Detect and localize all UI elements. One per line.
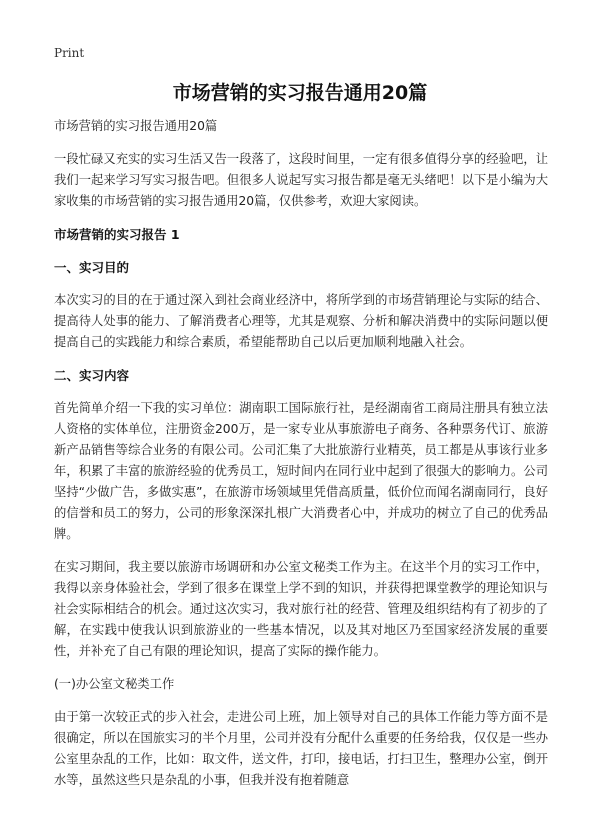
section-paragraph-office: 由于第一次较正式的步入社会，走进公司上班，加上领导对自己的具体工作能力等方面不是很确定，所以在国旅实习的半个月里，公司并没有分配什么重要的任务给我，仅仅是一些办公室里杂乱的工作，比如：取文件，送文件，打印，接电话，打扫卫生，整理办公室，倒开水等，虽然这些只是杂乱的小事，但我并没有抱着随意 <box>54 710 548 787</box>
article-subtitle: 市场营销的实习报告通用20篇 <box>54 119 218 133</box>
section-paragraph-purpose: 本次实习的目的在于通过深入到社会商业经济中，将所学到的市场营销理论与实际的结合、提高待人处事的能力、了解消费者心理等，尤其是观察、分析和解决消费中的实际问题以便提高自己的实践能力和综合素质，希望能帮助自己以后更加顺利地融入社会。 <box>54 293 548 349</box>
article-body <box>54 116 548 803</box>
section-heading-purpose: 一、实习目的 <box>54 260 130 275</box>
section-heading-content: 二、实习内容 <box>54 368 130 383</box>
page-title: 市场营销的实习报告通用20篇 <box>172 82 428 104</box>
print-link[interactable]: Print <box>54 46 85 60</box>
section-paragraph-internship: 在实习期间，我主要以旅游市场调研和办公室文秘类工作为主。在这半个月的实习工作中，我得以亲身体验社会，学到了很多在课堂上学不到的知识，并获得把课堂教学的理论知识与社会实际相结合的机会。通过这次实习，我对旅行社的经营、管理及组织结构有了初步的了解，在实践中使我认识到旅游业的一些基本情况，以及其对地区乃至国家经济发展的重要性，并补充了自己有限的理论知识，提高了实际的操作能力。 <box>54 560 548 658</box>
subsection-heading-office: (一)办公室文秘类工作 <box>54 677 175 691</box>
report-heading: 市场营销的实习报告 1 <box>54 227 180 242</box>
section-paragraph-company: 首先简单介绍一下我的实习单位：湖南职工国际旅行社，是经湖南省工商局注册具有独立法人资格的实体单位，注册资金200万，是一家专业从事旅游电子商务、各种票务代订、旅游新产品销售等综合业务的有限公司。公司汇集了大批旅游行业精英，员工都是从事该行业多年，积累了丰富的旅游经验的优秀员工，短时间内在同行业中起到了很强大的影响力。公司坚持“少做广告，多做实惠”，在旅游市场领域里凭借高质量，低价位而闻名湖南同行，良好的信誉和员工的努力，公司的形象深深扎根广大消费者心中，并成功的树立了自己的优秀品牌。 <box>54 401 548 541</box>
intro-paragraph: 一段忙碌又充实的实习生活又告一段落了，这段时间里，一定有很多值得分享的经验吧，让我们一起来学习写实习报告吧。但很多人说起写实习报告都是毫无头绪吧！以下是小编为大家收集的市场营销的实习报告通用20篇，仅供参考，欢迎大家阅读。 <box>54 152 548 208</box>
